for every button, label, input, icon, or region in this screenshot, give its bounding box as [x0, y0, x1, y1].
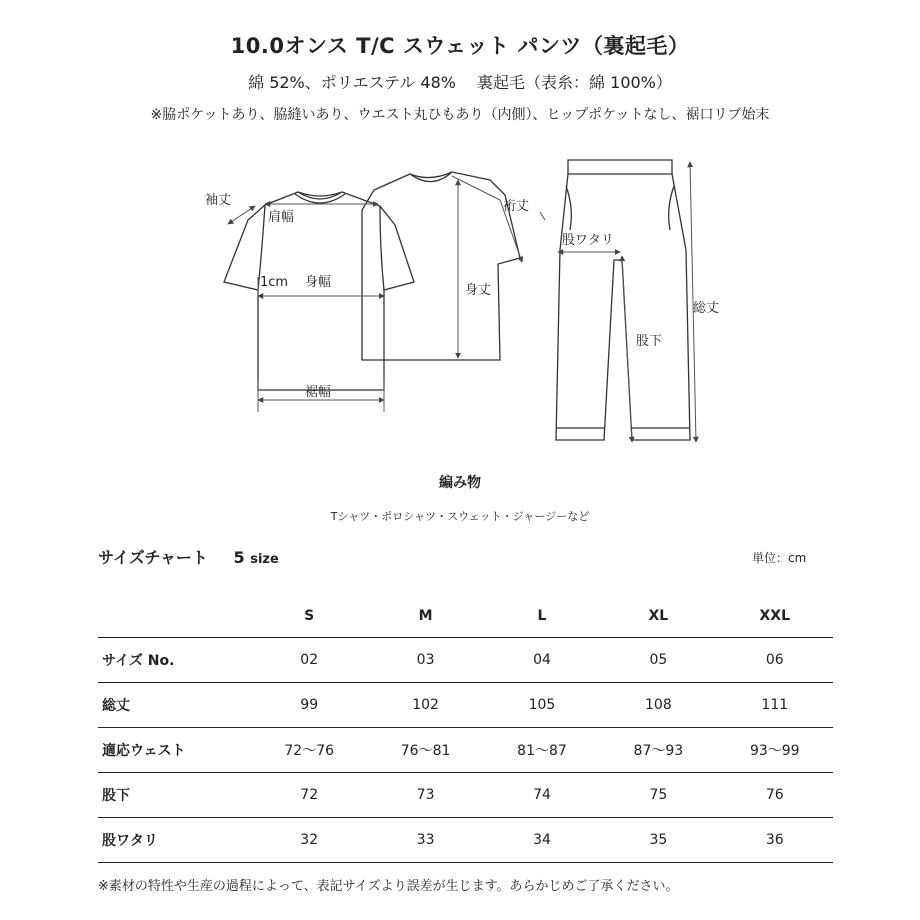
- size-count-number: 5: [233, 548, 245, 567]
- measurement-diagram: [0, 150, 920, 460]
- table-cell: 34: [484, 818, 600, 863]
- column-header: M: [367, 595, 483, 638]
- table-header-row: [98, 595, 833, 638]
- size-chart-title: [98, 545, 279, 568]
- column-header: L: [484, 595, 600, 638]
- table-cell: 04: [484, 638, 600, 683]
- table-cell: 76: [717, 773, 833, 818]
- row-header: 股ワタリ: [98, 818, 251, 863]
- table-cell: 03: [367, 638, 483, 683]
- label-hem-width: 裾幅: [305, 385, 332, 400]
- table-cell: 72: [251, 773, 367, 818]
- raglan-length-line: [452, 176, 522, 262]
- size-count-word: size: [250, 552, 279, 567]
- table-row: [98, 773, 833, 818]
- table-row: [98, 728, 833, 773]
- row-header: サイズ No.: [98, 638, 251, 683]
- fabric-type: 編み物: [439, 475, 481, 491]
- column-header: XXL: [717, 595, 833, 638]
- table-cell: 36: [717, 818, 833, 863]
- table-cell: 102: [367, 683, 483, 728]
- table-cell: 99: [251, 683, 367, 728]
- size-table: [98, 595, 833, 863]
- table-cell: 32: [251, 818, 367, 863]
- label-one-cm: 1cm: [260, 275, 289, 290]
- size-count: [234, 548, 279, 567]
- table-cell: 35: [600, 818, 716, 863]
- sleeve-length-line: [228, 206, 255, 224]
- label-body-width: 身幅: [305, 275, 332, 290]
- table-corner: [98, 595, 251, 638]
- label-inseam: 股下: [636, 334, 663, 349]
- label-thigh-width: 股ワタリ: [562, 233, 614, 248]
- table-cell: 02: [251, 638, 367, 683]
- product-notes: ※脇ポケットあり、脇縫いあり、ウエスト丸ひもあり（内側）、ヒップポケットなし、裾口リブ始末: [150, 107, 770, 123]
- table-cell: 93〜99: [717, 728, 833, 773]
- column-header: S: [251, 595, 367, 638]
- table-row: [98, 818, 833, 863]
- table-row: [98, 683, 833, 728]
- row-header: 総丈: [98, 683, 251, 728]
- label-body-length: 身丈: [465, 283, 492, 298]
- unit-label: 単位：cm: [752, 551, 807, 565]
- table-row: [98, 638, 833, 683]
- table-cell: 76〜81: [367, 728, 483, 773]
- table-cell: 06: [717, 638, 833, 683]
- table-cell: 74: [484, 773, 600, 818]
- table-cell: 105: [484, 683, 600, 728]
- fabric-examples: Tシャツ・ポロシャツ・スウェット・ジャージーなど: [330, 510, 590, 523]
- size-chart-title-text: サイズチャート: [98, 548, 208, 567]
- label-shoulder-width: 肩幅: [268, 210, 295, 225]
- table-cell: 73: [367, 773, 483, 818]
- row-header: 適応ウェスト: [98, 728, 251, 773]
- pants-outline: [556, 160, 690, 440]
- table-cell: 33: [367, 818, 483, 863]
- table-cell: 111: [717, 683, 833, 728]
- inseam-line: [622, 256, 632, 442]
- footnote: ※素材の特性や生産の過程によって、表記サイズより誤差が生じます。あらかじめご了承ください。: [98, 879, 679, 894]
- label-total-length: 総丈: [693, 301, 720, 316]
- table-cell: 108: [600, 683, 716, 728]
- label-sleeve-length: 袖丈: [205, 193, 232, 208]
- tshirt-back-outline: [362, 172, 520, 360]
- table-cell: 81〜87: [484, 728, 600, 773]
- label-raglan-length: 裄丈: [503, 199, 530, 214]
- product-title: 10.0オンス T/C スウェット パンツ（裏起毛）: [230, 34, 690, 58]
- table-cell: 87〜93: [600, 728, 716, 773]
- table-cell: 75: [600, 773, 716, 818]
- table-cell: 05: [600, 638, 716, 683]
- row-header: 股下: [98, 773, 251, 818]
- material-composition: 綿 52%、ポリエステル 48% 裏起毛（表糸：綿 100%）: [248, 73, 672, 92]
- column-header: XL: [600, 595, 716, 638]
- table-cell: 72〜76: [251, 728, 367, 773]
